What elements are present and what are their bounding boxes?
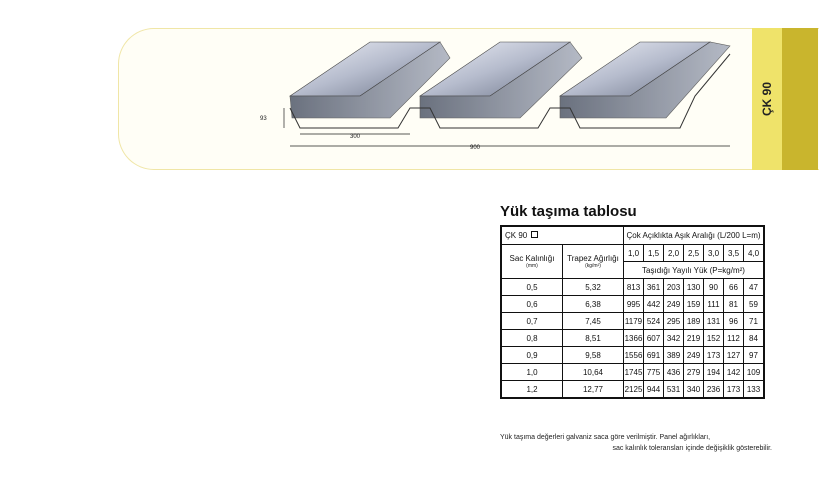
load-cell: 142 [724,364,744,381]
thickness-cell: 0,8 [501,330,563,347]
load-cell: 295 [664,313,684,330]
load-cell: 531 [664,381,684,399]
thickness-cell: 1,2 [501,381,563,399]
thickness-cell: 1,0 [501,364,563,381]
thickness-header-label: Sac Kalınlığı [509,254,555,263]
table-title: Yük taşıma tablosu [500,203,637,220]
load-header: Taşıdığı Yayılı Yük (P=kg/m²) [624,262,765,279]
load-cell: 436 [664,364,684,381]
load-cell: 249 [664,296,684,313]
load-cell: 66 [724,279,744,296]
load-cell: 84 [744,330,765,347]
load-cell: 130 [684,279,704,296]
thickness-cell: 0,9 [501,347,563,364]
load-cell: 340 [684,381,704,399]
thickness-header [501,245,563,279]
thickness-unit: (mm) [526,263,538,269]
weight-cell: 9,58 [563,347,624,364]
load-cell: 47 [744,279,765,296]
product-tab-accent [782,28,818,170]
load-cell: 361 [644,279,664,296]
load-cell: 1556 [624,347,644,364]
load-cell: 236 [704,381,724,399]
load-cell: 131 [704,313,724,330]
load-table [500,225,765,399]
thickness-cell: 0,5 [501,279,563,296]
load-cell: 173 [704,347,724,364]
product-code-tab [752,28,782,170]
footnote-line-2: sac kalınlık toleransları içinde değişiklik gösterebilir. [612,445,772,452]
span-row [501,245,764,262]
load-cell: 2125 [624,381,644,399]
table-row [501,364,764,381]
footnote-line-1: Yük taşıma değerleri galvaniz saca göre verilmiştir. Panel ağırlıkları, [500,434,711,441]
load-cell: 1745 [624,364,644,381]
load-cell: 109 [744,364,765,381]
span-value: 1,0 [624,245,644,262]
span-value: 3,0 [704,245,724,262]
load-cell: 96 [724,313,744,330]
load-cell: 111 [704,296,724,313]
table-row [501,313,764,330]
width-dimension: 900 [470,145,481,151]
load-cell: 152 [704,330,724,347]
load-cell: 1179 [624,313,644,330]
load-cell: 524 [644,313,664,330]
load-cell: 90 [704,279,724,296]
profile-ribs [290,42,730,118]
table-footnote [500,432,780,454]
weight-cell: 10,64 [563,364,624,381]
load-cell: 389 [664,347,684,364]
load-cell: 995 [624,296,644,313]
load-cell: 97 [744,347,765,364]
load-cell: 133 [744,381,765,399]
weight-cell: 6,38 [563,296,624,313]
load-cell: 249 [684,347,704,364]
load-cell: 194 [704,364,724,381]
table-code-cell [501,226,624,245]
span-value: 2,0 [664,245,684,262]
span-value: 1,5 [644,245,664,262]
span-value: 2,5 [684,245,704,262]
thickness-cell: 0,6 [501,296,563,313]
load-cell: 173 [724,381,744,399]
product-code: ÇK 90 [760,81,775,117]
weight-header-label: Trapez Ağırlığı [567,254,619,263]
table-header-row [501,226,764,245]
load-cell: 112 [724,330,744,347]
load-cell: 81 [724,296,744,313]
table-row [501,347,764,364]
profile-box-icon [531,231,538,238]
load-cell: 159 [684,296,704,313]
table-code-label: ÇK 90 [505,231,528,240]
load-cell: 219 [684,330,704,347]
weight-header [563,245,624,279]
load-cell: 442 [644,296,664,313]
load-cell: 944 [644,381,664,399]
table-row [501,279,764,296]
weight-cell: 12,77 [563,381,624,399]
table-row [501,296,764,313]
span-value: 3,5 [724,245,744,262]
weight-unit: (kg/m²) [585,263,601,269]
load-cell: 813 [624,279,644,296]
weight-cell: 8,51 [563,330,624,347]
span-value: 4,0 [744,245,765,262]
weight-cell: 7,45 [563,313,624,330]
load-cell: 127 [724,347,744,364]
thickness-cell: 0,7 [501,313,563,330]
height-dimension: 93 [260,116,267,122]
load-cell: 59 [744,296,765,313]
load-cell: 1366 [624,330,644,347]
table-row [501,330,764,347]
load-cell: 775 [644,364,664,381]
load-cell: 691 [644,347,664,364]
load-cell: 607 [644,330,664,347]
load-cell: 189 [684,313,704,330]
trapezoid-sheet-illustration [260,36,750,156]
weight-cell: 5,32 [563,279,624,296]
load-cell: 342 [664,330,684,347]
table-row [501,381,764,399]
span-header: Çok Açıklıkta Aşık Aralığı (L/200 L=m) [624,226,765,245]
load-cell: 279 [684,364,704,381]
load-cell: 203 [664,279,684,296]
pitch-dimension: 300 [350,134,361,140]
load-cell: 71 [744,313,765,330]
